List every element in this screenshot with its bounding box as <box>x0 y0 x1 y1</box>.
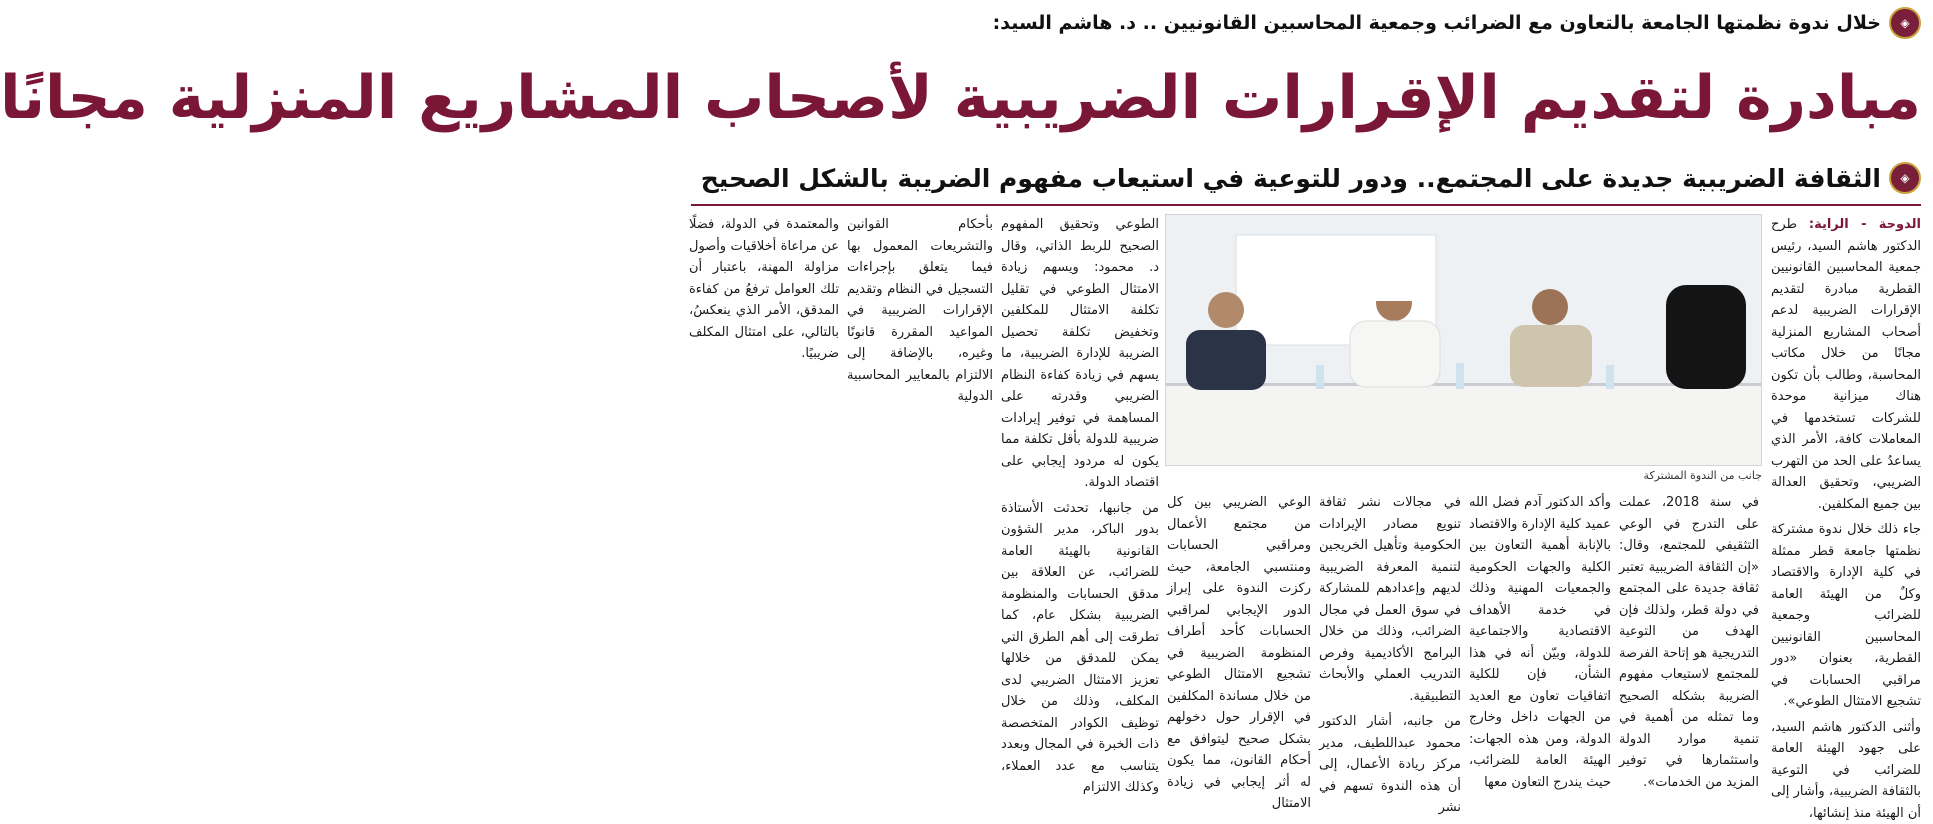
paragraph: الطوعي وتحقيق المفهوم الصحيح للربط الذاتي، وقال د. محمود: ويسهم زيادة الامتثال الطوعي في تقليل تكلفة الامتثال للمكلفين وتخفيض تكلفة تحصيل الضريبة للإدارة الضريبية، ما يسهم في زيادة كفاءة النظام الضريبي وقدرته على المساهمة في توفير إيرادات ضريبية للدولة بأقل تكلفة مما يكون له مردود إيجابي على اقتصاد الدولة. <box>1001 214 1159 494</box>
dateline: الدوحة - الراية: <box>1809 217 1921 232</box>
raya-logo-icon: ◈ <box>1889 7 1921 39</box>
paragraph: الدوحة - الراية: طرح الدكتور هاشم السيد، رئيس جمعية المحاسبين القانونيين القطرية مبادرة لتقديم الإقرارات الضريبية لدعم أصحاب المشاريع المنزلية مجانًا من خلال مكاتب المحاسبة، وطالب بأن تكون هناك ميزانية موحدة للشركات تستخدمها في المعاملات كافة، الأمر الذي يساعدُ على الحد من التهرب الضريبي، وتحقيق العدالة بين جميع المكلفين. <box>1771 214 1921 515</box>
subhead-text: الثقافة الضريبية جديدة على المجتمع.. ودور للتوعية في استيعاب مفهوم الضريبة بالشكل الصحيح <box>701 164 1881 193</box>
paragraph: وأثنى الدكتور هاشم السيد، على جهود الهيئة العامة للضرائب في التوعية بالثقافة الضريبية، وأشار إلى أن الهيئة منذ إنشائها، <box>1771 717 1921 824</box>
article-column-7 <box>1319 492 1461 742</box>
divider <box>691 204 1921 206</box>
article-column-3 <box>847 214 993 354</box>
article-column-6 <box>1469 492 1611 742</box>
headline: مبادرة لتقديم الإقرارات الضريبية لأصحاب المشاريع المنزلية مجانًا <box>691 48 1921 148</box>
photo-block <box>1167 214 1762 484</box>
paragraph: من جانبها، تحدثت الأستاذة بدور الباكر، مدير الشؤون القانونية بالهيئة العامة للضرائب، عن العلاقة بين مدقق الحسابات والمنظومة الضريبية بشكل عام، كما تطرقت إلى أهم الطرق التي يمكن للمدقق من خلالها تعزيز الامتثال الضريبي لدى المكلف، وذلك من خلال توظيف الكوادر المتخصصة ذات الخبرة في المجال وبعدد يتناسب مع عدد العملاء، وكذلك الالتزام <box>1001 498 1159 799</box>
paragraph: من جانبه، أشار الدكتور محمود عبداللطيف، مدير مركز ريادة الأعمال، إلى أن هذه الندوة تسهم في نشر <box>1319 711 1461 819</box>
paragraph: وأكد الدكتور آدم فضل الله عميد كلية الإدارة والاقتصاد بالإنابة أهمية التعاون بين الكلية والجهات الحكومية والجمعيات المهنية وذلك في خدمة الأهداف الاقتصادية والاجتماعية للدولة، وبيّن أنه في هذا الشأن، فإن للكلية اتفاقيات تعاون مع العديد من الجهات داخل وخارج الدولة، ومن هذه الجهات: الهيئة العامة للضرائب، حيث يندرج التعاون معها <box>1469 492 1611 793</box>
photo-caption: جانب من الندوة المشتركة <box>1167 466 1762 482</box>
paragraph: جاء ذلك خلال ندوة مشتركة نظمتها جامعة قطر ممثلة في كلية الإدارة والاقتصاد وكلٌ من الهيئة العامة للضرائب وجمعية المحاسبين القانونيين القطرية، بعنوان «دور مراقبي الحسابات في تشجيع الامتثال الطوعي». <box>1771 519 1921 713</box>
article-column-8 <box>1167 492 1311 742</box>
panel-photo <box>1165 214 1762 466</box>
kicker-line <box>691 6 1921 40</box>
paragraph: بأحكام القوانين والتشريعات المعمول بها فيما يتعلق بإجراءات التسجيل في النظام وتقديم الإقرارات الضريبية في المواعيد المقررة قانونًا وغيره، بالإضافة إلى الالتزام بالمعايير المحاسبية الدولية <box>847 214 993 408</box>
paragraph: الوعي الضريبي بين كل من مجتمع الأعمال ومراقبي الحسابات ومنتسبي الجامعة، حيث ركزت الندوة على إبراز الدور الإيجابي لمراقبي الحسابات كأحد أطراف المنظومة الضريبية في تشجيع الامتثال الطوعي من خلال مساندة المكلفين في الإقرار حول دخولهم بشكل صحيح ليتوافق مع أحكام القانون، مما يكون له أثر إيجابي في زيادة الامتثال <box>1167 492 1311 815</box>
kicker-text: خلال ندوة نظمتها الجامعة بالتعاون مع الضرائب وجمعية المحاسبين القانونيين .. د. هاشم السيد: <box>993 12 1881 34</box>
article-column-5 <box>1619 492 1759 742</box>
panel-photo-illustration <box>1166 215 1761 465</box>
article-column-1 <box>1771 214 1921 744</box>
subhead <box>691 156 1921 200</box>
paragraph: في مجالات نشر ثقافة تنويع مصادر الإيرادات الحكومية وتأهيل الخريجين لتنمية المعرفة الضريبية لديهم وإعدادهم للمشاركة في سوق العمل في مجال الضرائب، وذلك من خلال البرامج الأكاديمية وفرص التدريب العملي والأبحاث التطبيقية. <box>1319 492 1461 707</box>
raya-logo-icon: ◈ <box>1889 162 1921 194</box>
paragraph: والمعتمدة في الدولة، فضلًا عن مراعاة أخلاقيات وأصول مزاولة المهنة، باعتبار أن تلك العوامل ترفعُ من كفاءة المدقق، الأمر الذي ينعكسُ، بالتالي، على امتثال المكلف ضريبيًا. <box>689 214 839 365</box>
paragraph: في سنة 2018، عملت على التدرج في الوعي التثقيفي للمجتمع، وقال: «إن الثقافة الضريبية تعتبر ثقافة جديدة على المجتمع في دولة قطر، ولذلك فإن الهدف من التوعية التدريجية هو إتاحة الفرصة للمجتمع لاستيعاب مفهوم الضريبة بشكله الصحيح وما تمثله من أهمية في تنمية موارد الدولة واستثمارها في توفير المزيد من الخدمات». <box>1619 492 1759 793</box>
article-column-2 <box>1001 214 1159 742</box>
article-column-4 <box>689 214 839 354</box>
